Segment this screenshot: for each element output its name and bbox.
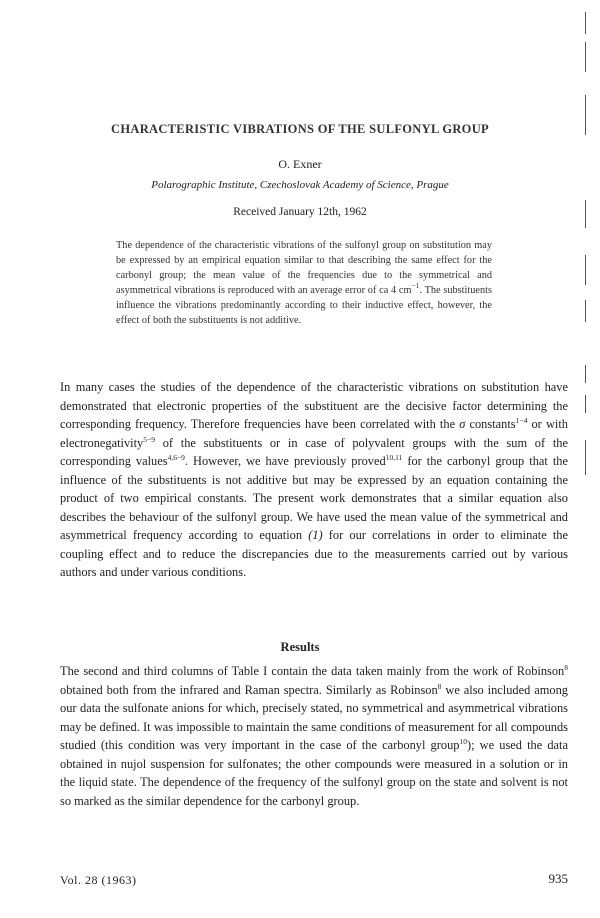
margin-rule [585, 395, 586, 413]
page-number: 935 [548, 871, 568, 886]
section-heading-results: Results [280, 640, 320, 654]
citation: 10,11 [385, 453, 403, 462]
margin-rule [585, 12, 586, 34]
journal-volume: Vol. 28 (1963) [60, 873, 137, 887]
margin-rule [585, 300, 586, 322]
margin-rule [585, 42, 586, 72]
citation: 8 [564, 663, 568, 672]
received-date: Received January 12th, 1962 [233, 206, 367, 218]
author: O. Exner [278, 157, 322, 171]
citation: 1−4 [515, 416, 528, 425]
margin-rule [585, 255, 586, 285]
citation: 4,6−9 [167, 453, 185, 462]
margin-rule [585, 440, 586, 475]
affiliation: Polarographic Institute, Czechoslovak Academy of Science, Prague [151, 179, 449, 191]
citation: 8 [437, 681, 442, 691]
margin-rule [585, 365, 586, 383]
citation: 5−9 [143, 434, 155, 444]
results-paragraph: The second and third columns of Table I contain the data taken mainly from the work of Robinson$^8$ obtained both from the infrared and Raman spectra. Similarly as Robinson$^8$ we also included among our data the sulfonate anions for which, precisely stated, no symmetrical and asymmetrical vibrations may be defined. It was impossible to maintain the same conditions of measurement for all compounds studied (this condition was very important in the case of the carbonyl group$^{10}$); we used the data obtained in nujol suspension for sulfonates; the other compounds were measured in a solution or in the liquid state. The dependence of the frequency of the sulfonyl group on the state and solvent is not so marked as the similar dependence for the carbonyl group. [60, 663, 568, 808]
citation: 10 [459, 737, 467, 746]
abstract: The dependence of the characteristic vibrations of the sulfonyl group on substitution may be expressed by an empirical equation similar to that describing the same effect for the carbonyl group; the mean value of the frequencies due to the symmetrical and asymmetrical vibrations is reproduced with an average error of ca 4 $cm^{-1}$. The substituents influence the vibrations predominantly according to their inductive effect, however, the effect of both the substituents is not additive. [116, 240, 492, 326]
paper-title: CHARACTERISTIC VIBRATIONS OF THE SULFONYL GROUP [111, 122, 489, 136]
intro-paragraph: In many cases the studies of the dependence of the characteristic vibrations on substitution have demonstrated that electronic properties of the substituent are the decisive factor determining the corresponding frequency. Therefore frequencies have been correlated with the σ constants$^{1-4}$ or with electronegativity$^{5-9}$ of the substituents or in case of polyvalent groups with the sum of the corresponding values$^{4,6-9}$. However, we have previously proved$^{10,11}$ for the carbonyl group that the influence of the substituents is not additive but may be expressed by an equation containing the product of two empirical constants. The present work demonstrates that a similar equation also describes the behaviour of the sulfonyl group. We have used the mean value of the symmetrical and asymmetrical frequency according to equation (1) for our correlations in order to eliminate the coupling effect and to reduce the discrepancies due to the measurements carried out by various authors and under various conditions. [60, 380, 568, 579]
